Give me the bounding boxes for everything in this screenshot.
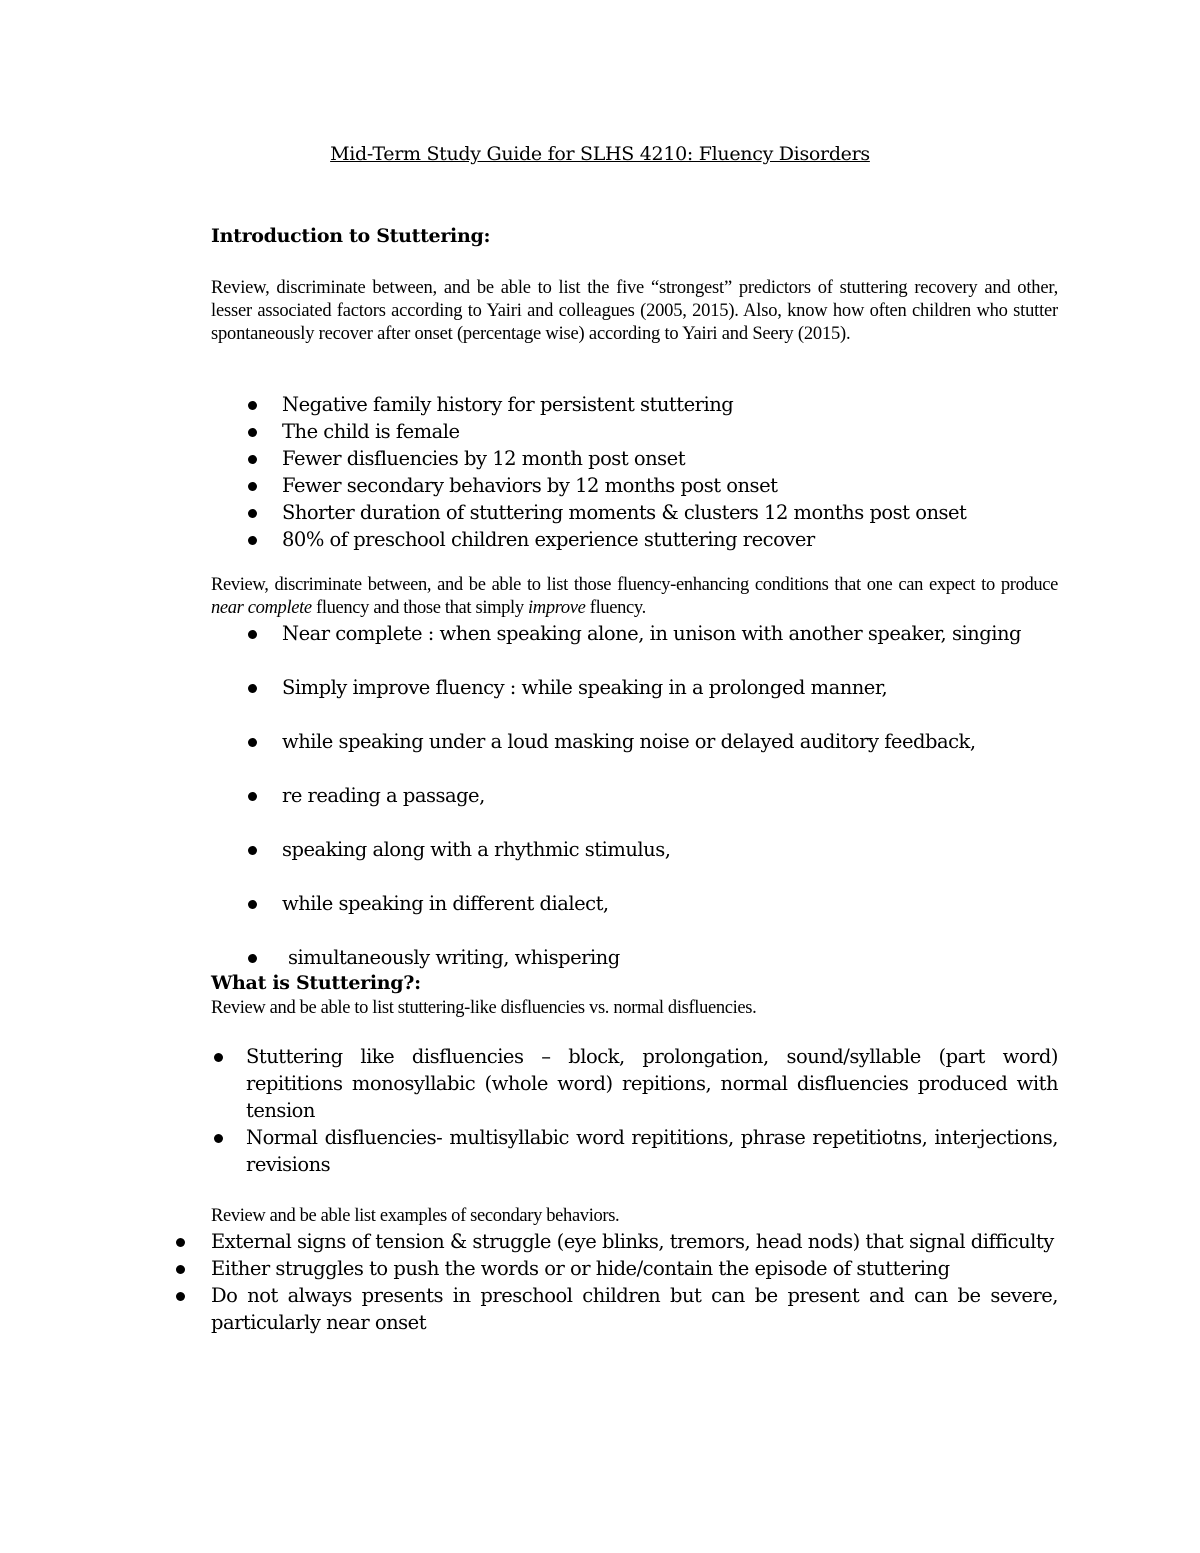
list-item: Shorter duration of stuttering moments & clusters 12 months post onset [245,499,966,526]
bullet-icon [214,1134,223,1143]
list-item: Negative family history for persistent stuttering [245,391,966,418]
intro-paragraph: Review, discriminate between, and be able to list the five “strongest” predictors of stuttering recovery and other, lesser associated factors according to Yairi and colleagues (2005, 2015). Also, know how often children who stutter spontaneously recover after onset (percentage wise) according to Yairi and Seery (2015). [211,278,1058,344]
bullet-icon [248,684,257,693]
bullet-icon [248,630,257,639]
disfluency-types-list [211,1043,1058,1178]
bullet-icon [176,1265,185,1274]
list-item: Normal disfluencies- multisyllabic word repititions, phrase repetitiotns, interjections, revisions [211,1124,1058,1178]
list-item: re reading a passage, [245,782,1021,836]
what-is-paragraph: Review and be able to list stuttering-like disfluencies vs. normal disfluencies. [211,998,757,1018]
bullet-icon [248,536,257,545]
list-item: simultaneously writing, whispering [245,944,1021,971]
page-title: Mid-Term Study Guide for SLHS 4210: Fluency Disorders [330,143,870,165]
section-heading-intro: Introduction to Stuttering: [211,225,491,247]
list-item: Either struggles to push the words or or hide/contain the episode of stuttering [173,1255,1058,1282]
bullet-icon [248,900,257,909]
bullet-icon [176,1292,185,1301]
list-item: Do not always presents in preschool children but can be present and can be severe, particularly near onset [173,1282,1058,1336]
conditions-paragraph: Review, discriminate between, and be able to list those fluency-enhancing conditions that one can expect to produce near complete fluency and those that simply improve fluency. [211,575,1058,618]
bullet-icon [248,738,257,747]
list-item: Near complete : when speaking alone, in unison with another speaker, singing [245,620,1021,674]
bullet-icon [248,509,257,518]
bullet-icon [248,401,257,410]
list-item: while speaking in different dialect, [245,890,1021,944]
list-item: Fewer disfluencies by 12 month post onset [245,445,966,472]
recovery-predictors-list [245,391,966,553]
list-item: while speaking under a loud masking noise or delayed auditory feedback, [245,728,1021,782]
list-item: Fewer secondary behaviors by 12 months post onset [245,472,966,499]
bullet-icon [248,846,257,855]
section-heading-what-is-stuttering: What is Stuttering?: [211,972,421,994]
bullet-icon [248,428,257,437]
fluency-conditions-list [245,620,1021,971]
list-item: 80% of preschool children experience stuttering recover [245,526,966,553]
bullet-icon [176,1238,185,1247]
bullet-icon [248,954,257,963]
list-item: Stuttering like disfluencies – block, prolongation, sound/syllable (part word) repititions monosyllabic (whole word) repitions, normal disfluencies produced with tension [211,1043,1058,1124]
secondary-behaviors-list [173,1228,1058,1336]
bullet-icon [214,1053,223,1062]
list-item: speaking along with a rhythmic stimulus, [245,836,1021,890]
list-item: The child is female [245,418,966,445]
list-item: External signs of tension & struggle (eye blinks, tremors, head nods) that signal difficulty [173,1228,1058,1255]
list-item: Simply improve fluency : while speaking in a prolonged manner, [245,674,1021,728]
secondary-paragraph: Review and be able list examples of secondary behaviors. [211,1206,620,1226]
bullet-icon [248,792,257,801]
bullet-icon [248,482,257,491]
bullet-icon [248,455,257,464]
